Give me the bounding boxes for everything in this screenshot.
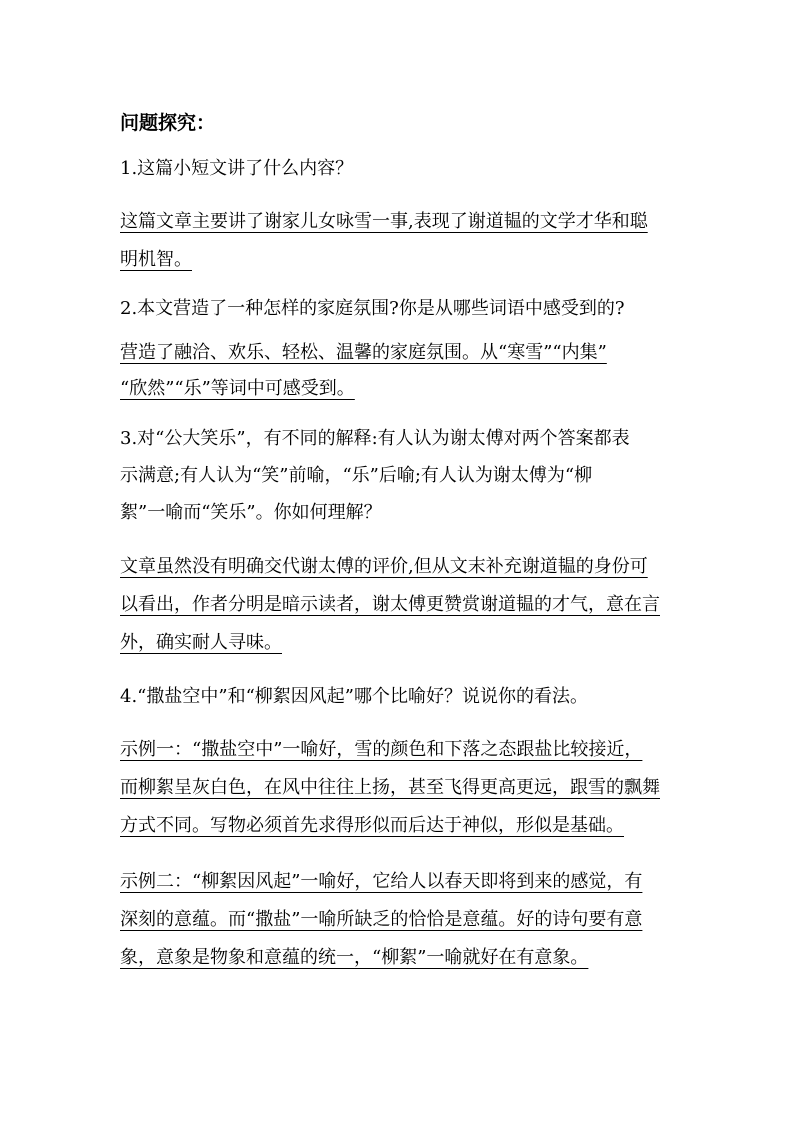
example-1-line-3: 方式不同。写物必须首先求得形似而后达于神似，形似是基础。 xyxy=(120,815,624,836)
section-heading: 问题探究： xyxy=(120,112,216,134)
example-2-line-1: 示例二：“柳絮因风起”一喻好，它给人以春天即将到来的感觉，有 xyxy=(120,871,643,892)
question-4: 4.“撒盐空中”和“柳絮因风起”哪个比喻好？说说你的看法。 xyxy=(120,686,588,707)
answer-3-line-3: 外，确实耐人寻味。 xyxy=(120,632,282,653)
question-2: 2.本文营造了一种怎样的家庭氛围?你是从哪些词语中感受到的? xyxy=(120,298,625,319)
answer-2 xyxy=(120,335,696,407)
example-1-line-2: 而柳絮呈灰白色，在风中往往上扬，甚至飞得更高更远，跟雪的飘舞 xyxy=(120,777,660,798)
answer-4-example-2 xyxy=(120,863,696,977)
answer-2-line-2: “欣然”“乐”等词中可感受到。 xyxy=(120,378,355,399)
answer-4-example-1 xyxy=(120,731,696,845)
answer-1-line-1: 这篇文章主要讲了谢家儿女咏雪一事,表现了谢道韫的文学才华和聪 xyxy=(120,211,648,232)
question-3-line-1: 3.对“公大笑乐”，有不同的解释:有人认为谢太傅对两个答案都表 xyxy=(120,428,630,449)
example-2-line-2: 深刻的意蕴。而“撒盐”一喻所缺乏的恰恰是意蕴。好的诗句要有意 xyxy=(120,909,643,930)
answer-3-line-2: 以看出，作者分明是暗示读者，谢太傅更赞赏谢道韫的才气，意在言 xyxy=(120,594,660,615)
answer-2-line-1: 营造了融洽、欢乐、轻松、温馨的家庭氛围。从“寒雪”“内集” xyxy=(120,342,607,363)
answer-1-line-2: 明机智。 xyxy=(120,249,192,270)
answer-3-line-1: 文章虽然没有明确交代谢太傅的评价,但从文末补充谢道韫的身份可 xyxy=(120,556,648,577)
answer-1 xyxy=(120,203,696,279)
answer-3 xyxy=(120,548,696,662)
question-1: 1.这篇小短文讲了什么内容？ xyxy=(120,158,354,179)
question-3-line-2: 示满意;有人认为“笑”前喻，“乐”后喻;有人认为谢太傅为“柳 xyxy=(120,465,593,486)
question-3-line-3: 絮”一喻而“笑乐”。你如何理解？ xyxy=(120,502,382,523)
question-3 xyxy=(120,420,696,531)
example-1-line-1: 示例一：“撒盐空中”一喻好，雪的颜色和下落之态跟盐比较接近， xyxy=(120,739,643,760)
example-2-line-3: 象，意象是物象和意蕴的统一，“柳絮”一喻就好在有意象。 xyxy=(120,947,589,968)
